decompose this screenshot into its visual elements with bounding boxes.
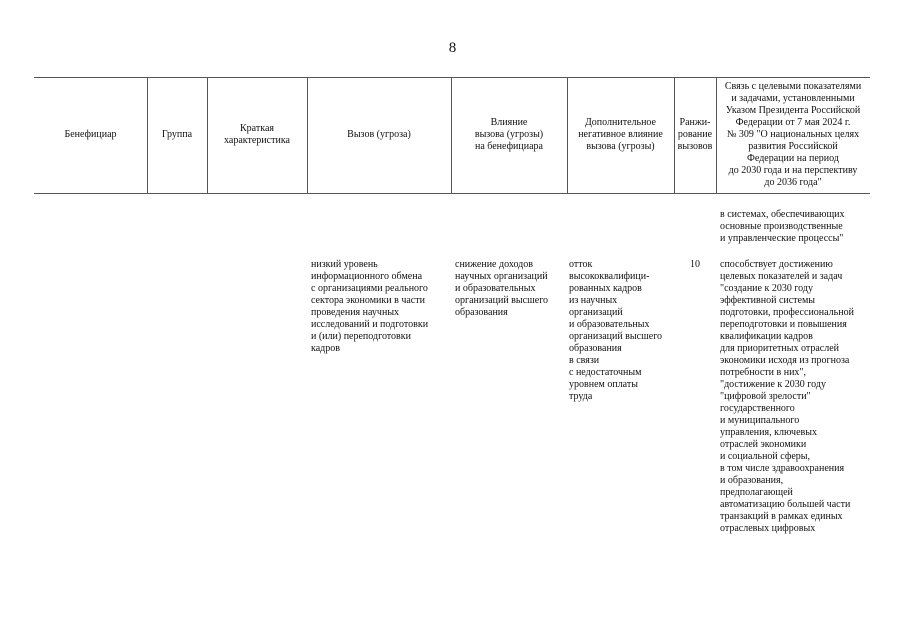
row-link-to-targets: способствует достижению целевых показателей и задач "создание к 2030 году эффективной системы подготовки, профессиональной переподготовки и повышения квалификации кадров для приоритетных отраслей экономики исходя из прогноза потребности в них", "достижение к 2030 году "цифровой зрелости" государственного и муниципального управления, ключевых отраслей экономики и социальной сферы, в том числе здравоохранения и образования, предполагающей автоматизацию большей части транзакций в рамках единых отраслевых цифровых	[720, 259, 854, 534]
row-additional-influence: отток высококвалифици- рованных кадров из научных организаций и образовательных организаций высшего образования в связи с недостаточным уровнем оплаты труда	[569, 259, 663, 402]
header-link-to-targets: Связь с целевыми показателями и задачами, установленными Указом Президента Российской Федерации от 7 мая 2024 г. № 309 "О национальных целях развития Российской Федерации на период до 2030 года и на перспективу до 2036 года"	[724, 81, 862, 188]
continuation-text: в системах, обеспечивающих основные производственные и управленческие процессы"	[720, 209, 845, 244]
header-challenge: Вызов (угроза)	[347, 129, 411, 140]
header-short-characteristic: Краткая характеристика	[224, 123, 290, 146]
page-number: 8	[448, 40, 457, 56]
row-challenge: низкий уровень информационного обмена с организациями реального сектора экономики в части проведения научных исследований и подготовки и (или) переподготовки кадров	[311, 259, 429, 354]
row-influence: снижение доходов научных организаций и образовательных организаций высшего образования	[455, 259, 549, 318]
header-ranking: Ранжи- рование вызовов	[677, 117, 713, 152]
row-ranking: 10	[690, 259, 700, 270]
header-influence: Влияние вызова (угрозы) на бенефициара	[474, 117, 544, 152]
header-bottom-border	[34, 193, 870, 194]
header-beneficiary: Бенефициар	[64, 129, 117, 140]
header-group: Группа	[161, 129, 193, 140]
header-additional-influence: Дополнительное негативное влияние вызова (угрозы)	[578, 117, 663, 152]
